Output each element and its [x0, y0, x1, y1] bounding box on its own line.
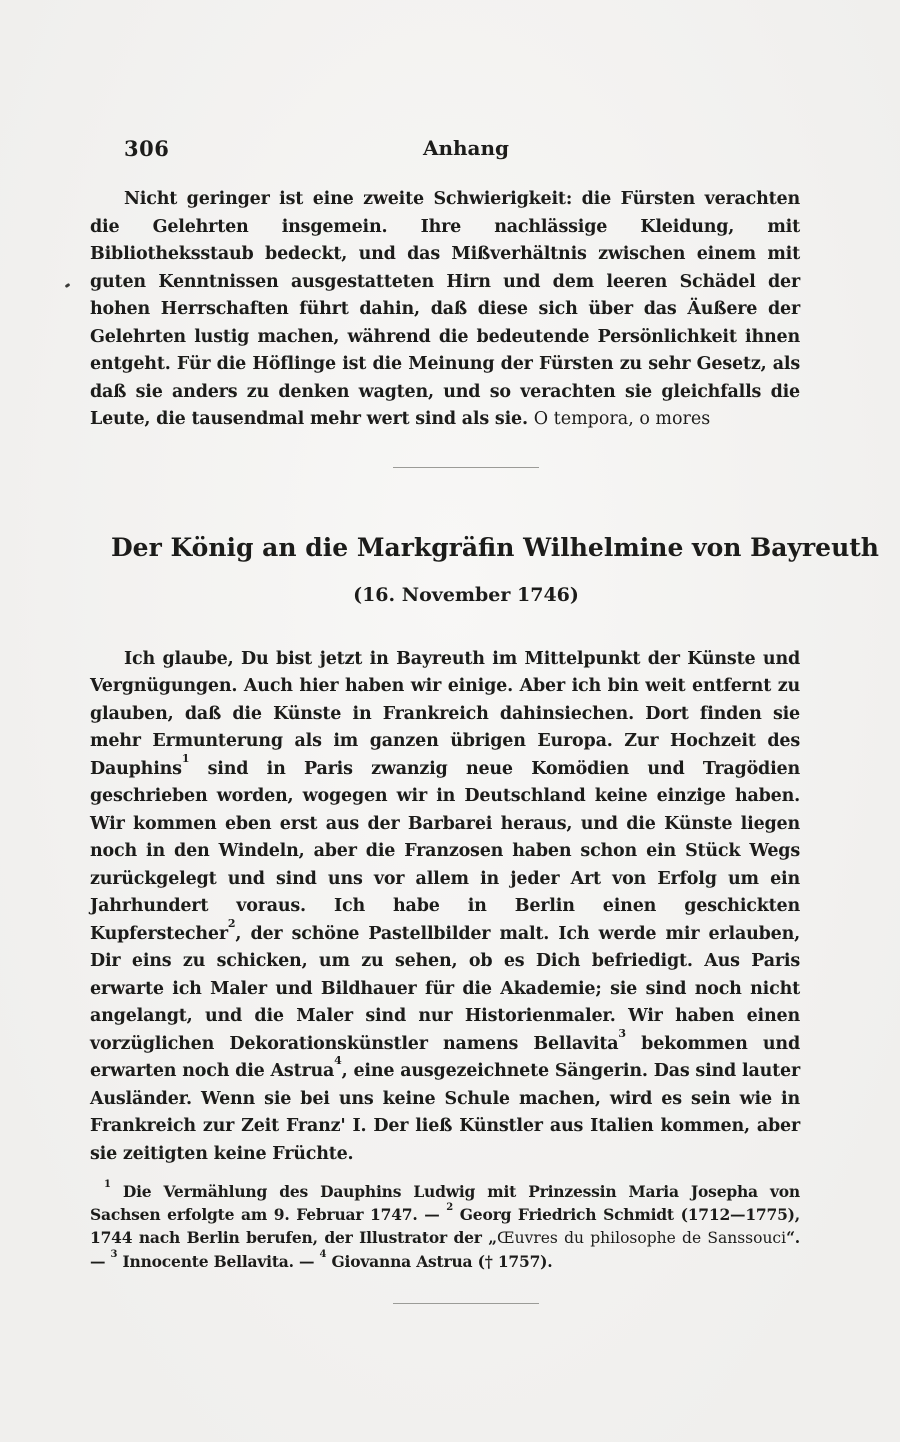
- footnote-ref-4: 4: [319, 1248, 327, 1260]
- letter-segment: Ich glaube, Du bist jetzt in Bayreuth im Mittelpunkt der Künste und Vergnügungen. Auch hier haben wir einige. Aber ich bin weit entfernt zu glauben, daß die Künste in Frankreich dahinsiechen. Dort finden sie mehr Ermunterung als im ganzen übrigen Europa. Zur Hochzeit des Dauphins: [90, 648, 800, 779]
- letter-segment: , der schöne Pastellbilder malt. Ich werde mir erlauben, Dir eins zu schicken, um zu sehen, ob es Dich befriedigt. Aus Paris erwarte ich Maler und Bildhauer für die Akademie; sie sind noch nicht angelangt, und die Maler sind nur Historienmaler. Wir haben einen vorzüglichen Dekorationskünstler namens Bellavita: [90, 923, 800, 1054]
- footnote-mark-4: 4: [334, 1054, 342, 1068]
- paragraph-anhang: [90, 186, 800, 434]
- footnotes-block: [90, 1180, 800, 1273]
- footnote-segment: Giovanna Astrua († 1757).: [326, 1252, 553, 1271]
- section-date: (16. November 1746): [353, 583, 579, 606]
- paragraph-fraktur-text: Nicht geringer ist eine zweite Schwierigkeit: die Fürsten verachten die Gelehrten insgemein. Ihre nachlässige Kleidung, mit Bibliotheksstaub bedeckt, und das Mißverhältnis zwischen einem mit guten Kenntnissen ausgestatteten Hirn und dem leeren Schädel der hohen Herrschaften führt dahin, daß diese sich über das Äußere der Gelehrten lustig machen, während die bedeutende Persönlichkeit ihnen entgeht. Für die Höflinge ist die Meinung der Fürsten zu sehr Gesetz, als daß sie anders zu denken wagten, und so verachten sie gleichfalls die Leute, die tausendmal mehr wert sind als sie.: [90, 189, 800, 429]
- latin-phrase: O tempora, o mores: [533, 409, 711, 429]
- letter-segment: , eine ausgezeichnete Sängerin. Das sind lauter Ausländer. Wenn sie bei uns keine Schule machen, wird es sein wie in Frankreich zur Zeit Franz' I. Der ließ Künstler aus Italien kommen, aber sie zeitigten keine Früchte.: [90, 1061, 800, 1164]
- letter-body: [90, 646, 800, 1169]
- section-title: Der König an die Markgräfin Wilhelmine von Bayreuth: [111, 532, 879, 562]
- footnote-mark-1: 1: [181, 751, 190, 765]
- footnote-mark-2: 2: [227, 916, 236, 930]
- footnote-latin-title: Œuvres du philosophe de Sanssouci: [496, 1229, 787, 1247]
- letter-segment: sind in Paris zwanzig neue Komödien und Tragödien geschrieben worden, wogegen wir in Deutschland keine einzige haben. Wir kommen eben erst aus der Barbarei heraus, und die Künste liegen noch in den Windeln, aber die Franzosen haben schon ein Stück Wegs zurückgelegt und sind uns vor allem in jeder Art von Erfolg um ein Jahrhundert voraus. Ich habe in Berlin einen geschickten Kupferstecher: [90, 758, 800, 944]
- footnote-segment: “. —: [90, 1228, 800, 1271]
- section-divider-bottom: [393, 1303, 539, 1304]
- text-column: [0, 136, 900, 1304]
- running-head: Anhang: [422, 136, 510, 160]
- footnote-ref-3: 3: [110, 1248, 118, 1260]
- letter-segment: bekommen und erwarten noch die Astrua: [90, 1033, 800, 1081]
- footnote-segment: Innocente Bellavita. —: [117, 1252, 320, 1271]
- section-divider-top: [393, 467, 539, 468]
- footnote-ref-1: 1: [104, 1178, 111, 1190]
- footnote-ref-2: 2: [446, 1201, 454, 1213]
- footnote-segment: Die Vermählung des Dauphins Ludwig mit Prinzessin Maria Josepha von Sachsen erfolgte am 9. Februar 1747. —: [90, 1182, 800, 1224]
- footnote-segment: Georg Friedrich Schmidt (1712—1775), 1744 nach Berlin berufen, der Illustrator der „: [90, 1205, 801, 1247]
- page-header: [90, 136, 800, 160]
- page-number: 306: [124, 136, 170, 161]
- footnote-mark-3: 3: [618, 1026, 626, 1040]
